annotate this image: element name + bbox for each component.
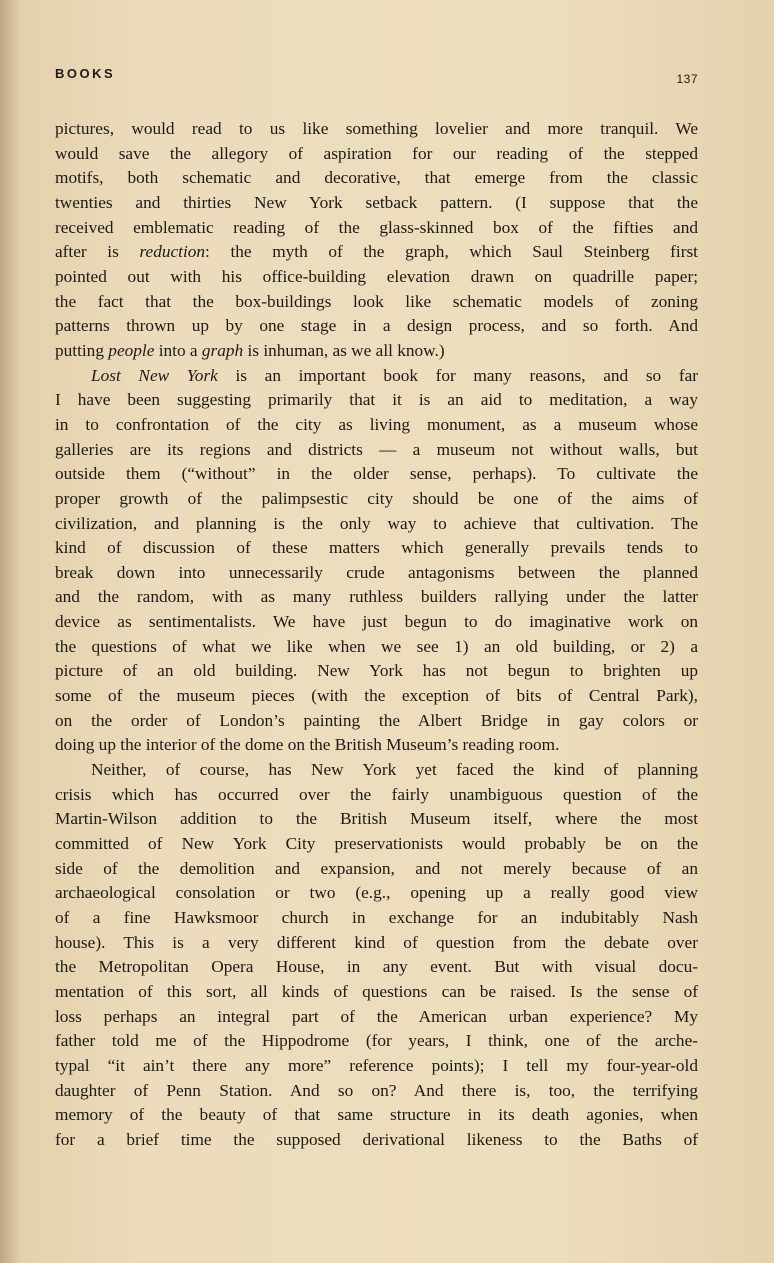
text-line: would save the allegory of aspiration for our reading of the stepped — [55, 143, 698, 163]
text-line: device as sentimentalists. We have just begun to do imaginative work on — [55, 612, 698, 632]
text-line: kind of discussion of these matters which generally prevails tends to — [55, 538, 698, 558]
text-line: loss perhaps an integral part of the American urban experience? My — [55, 1006, 698, 1026]
page-header — [55, 64, 698, 88]
text-line: putting people into a graph is inhuman, as we all know.) — [55, 340, 445, 360]
text-line: committed of New York City preservationists would probably be on the — [55, 834, 698, 854]
page-gutter-shadow — [0, 0, 22, 1263]
text-line: twenties and thirties New York setback pattern. (I suppose that the — [55, 192, 698, 212]
text-line: daughter of Penn Station. And so on? And there is, too, the terrifying — [55, 1080, 698, 1100]
text-line: the fact that the box-buildings look like schematic models of zoning — [55, 291, 698, 311]
paragraph — [55, 117, 698, 364]
text-line: Martin-Wilson addition to the British Museum itself, where the most — [55, 809, 698, 829]
text-line: outside them (“without” in the older sense, perhaps). To cultivate the — [55, 464, 698, 484]
text-line: mentation of this sort, all kinds of questions can be raised. Is the sense of — [55, 981, 698, 1001]
text-line: break down into unnecessarily crude antagonisms between the planned — [55, 562, 698, 582]
text-line: and the random, with as many ruthless builders rallying under the latter — [55, 587, 698, 607]
text-line: archaeological consolation or two (e.g., opening up a really good view — [55, 883, 698, 903]
text-line: civilization, and planning is the only way to achieve that cultivation. The — [55, 513, 698, 533]
text-line: picture of an old building. New York has not begun to brighten up — [55, 661, 698, 681]
text-line: the Metropolitan Opera House, in any event. But with visual docu- — [55, 957, 698, 977]
text-line: proper growth of the palimpsestic city should be one of the aims of — [55, 488, 698, 508]
running-head: BOOKS — [55, 66, 116, 81]
text-line: after is reduction: the myth of the graph, which Saul Steinberg first — [55, 242, 698, 262]
text-line: Neither, of course, has New York yet faced the kind of planning — [91, 760, 698, 780]
text-line: received emblematic reading of the glass-skinned box of the fifties and — [55, 217, 698, 237]
text-line: pictures, would read to us like something lovelier and more tranquil. We — [55, 119, 698, 138]
text-line: pointed out with his office-building elevation drawn on quadrille paper; — [55, 266, 698, 286]
text-line: for a brief time the supposed derivational likeness to the Baths of — [55, 1129, 698, 1149]
text-line: father told me of the Hippodrome (for years, I think, one of the arche- — [55, 1031, 698, 1051]
text-line: motifs, both schematic and decorative, that emerge from the classic — [55, 168, 698, 188]
text-line: Lost New York is an important book for many reasons, and so far — [91, 365, 699, 385]
text-line: memory of the beauty of that same structure in its death agonies, when — [55, 1105, 698, 1125]
text-line: typal “it ain’t there any more” reference points); I tell my four-year-old — [55, 1055, 698, 1075]
text-line: crisis which has occurred over the fairly unambiguous question of the — [55, 784, 698, 804]
paragraph — [55, 364, 698, 759]
page-number: 137 — [676, 72, 698, 86]
text-line: side of the demolition and expansion, and not merely because of an — [55, 858, 698, 878]
text-line: galleries are its regions and districts — a museum not without walls, but — [55, 439, 698, 459]
text-line: in to confrontation of the city as living monument, as a museum whose — [55, 414, 698, 434]
text-line: on the order of London’s painting the Albert Bridge in gay colors or — [55, 710, 698, 730]
text-line: patterns thrown up by one stage in a design process, and so forth. And — [55, 316, 698, 336]
text-line: I have been suggesting primarily that it is an aid to meditation, a way — [55, 390, 698, 410]
text-line: some of the museum pieces (with the exception of bits of Central Park), — [55, 686, 698, 706]
text-line: of a fine Hawksmoor church in exchange for an indubitably Nash — [55, 908, 698, 927]
text-line: the questions of what we like when we see 1) an old building, or 2) a — [55, 636, 698, 656]
paragraph — [55, 758, 698, 1153]
body-text — [55, 117, 698, 1153]
text-line: house). This is a very different kind of question from the debate over — [55, 932, 698, 952]
text-line: doing up the interior of the dome on the British Museum’s reading room. — [55, 735, 560, 755]
